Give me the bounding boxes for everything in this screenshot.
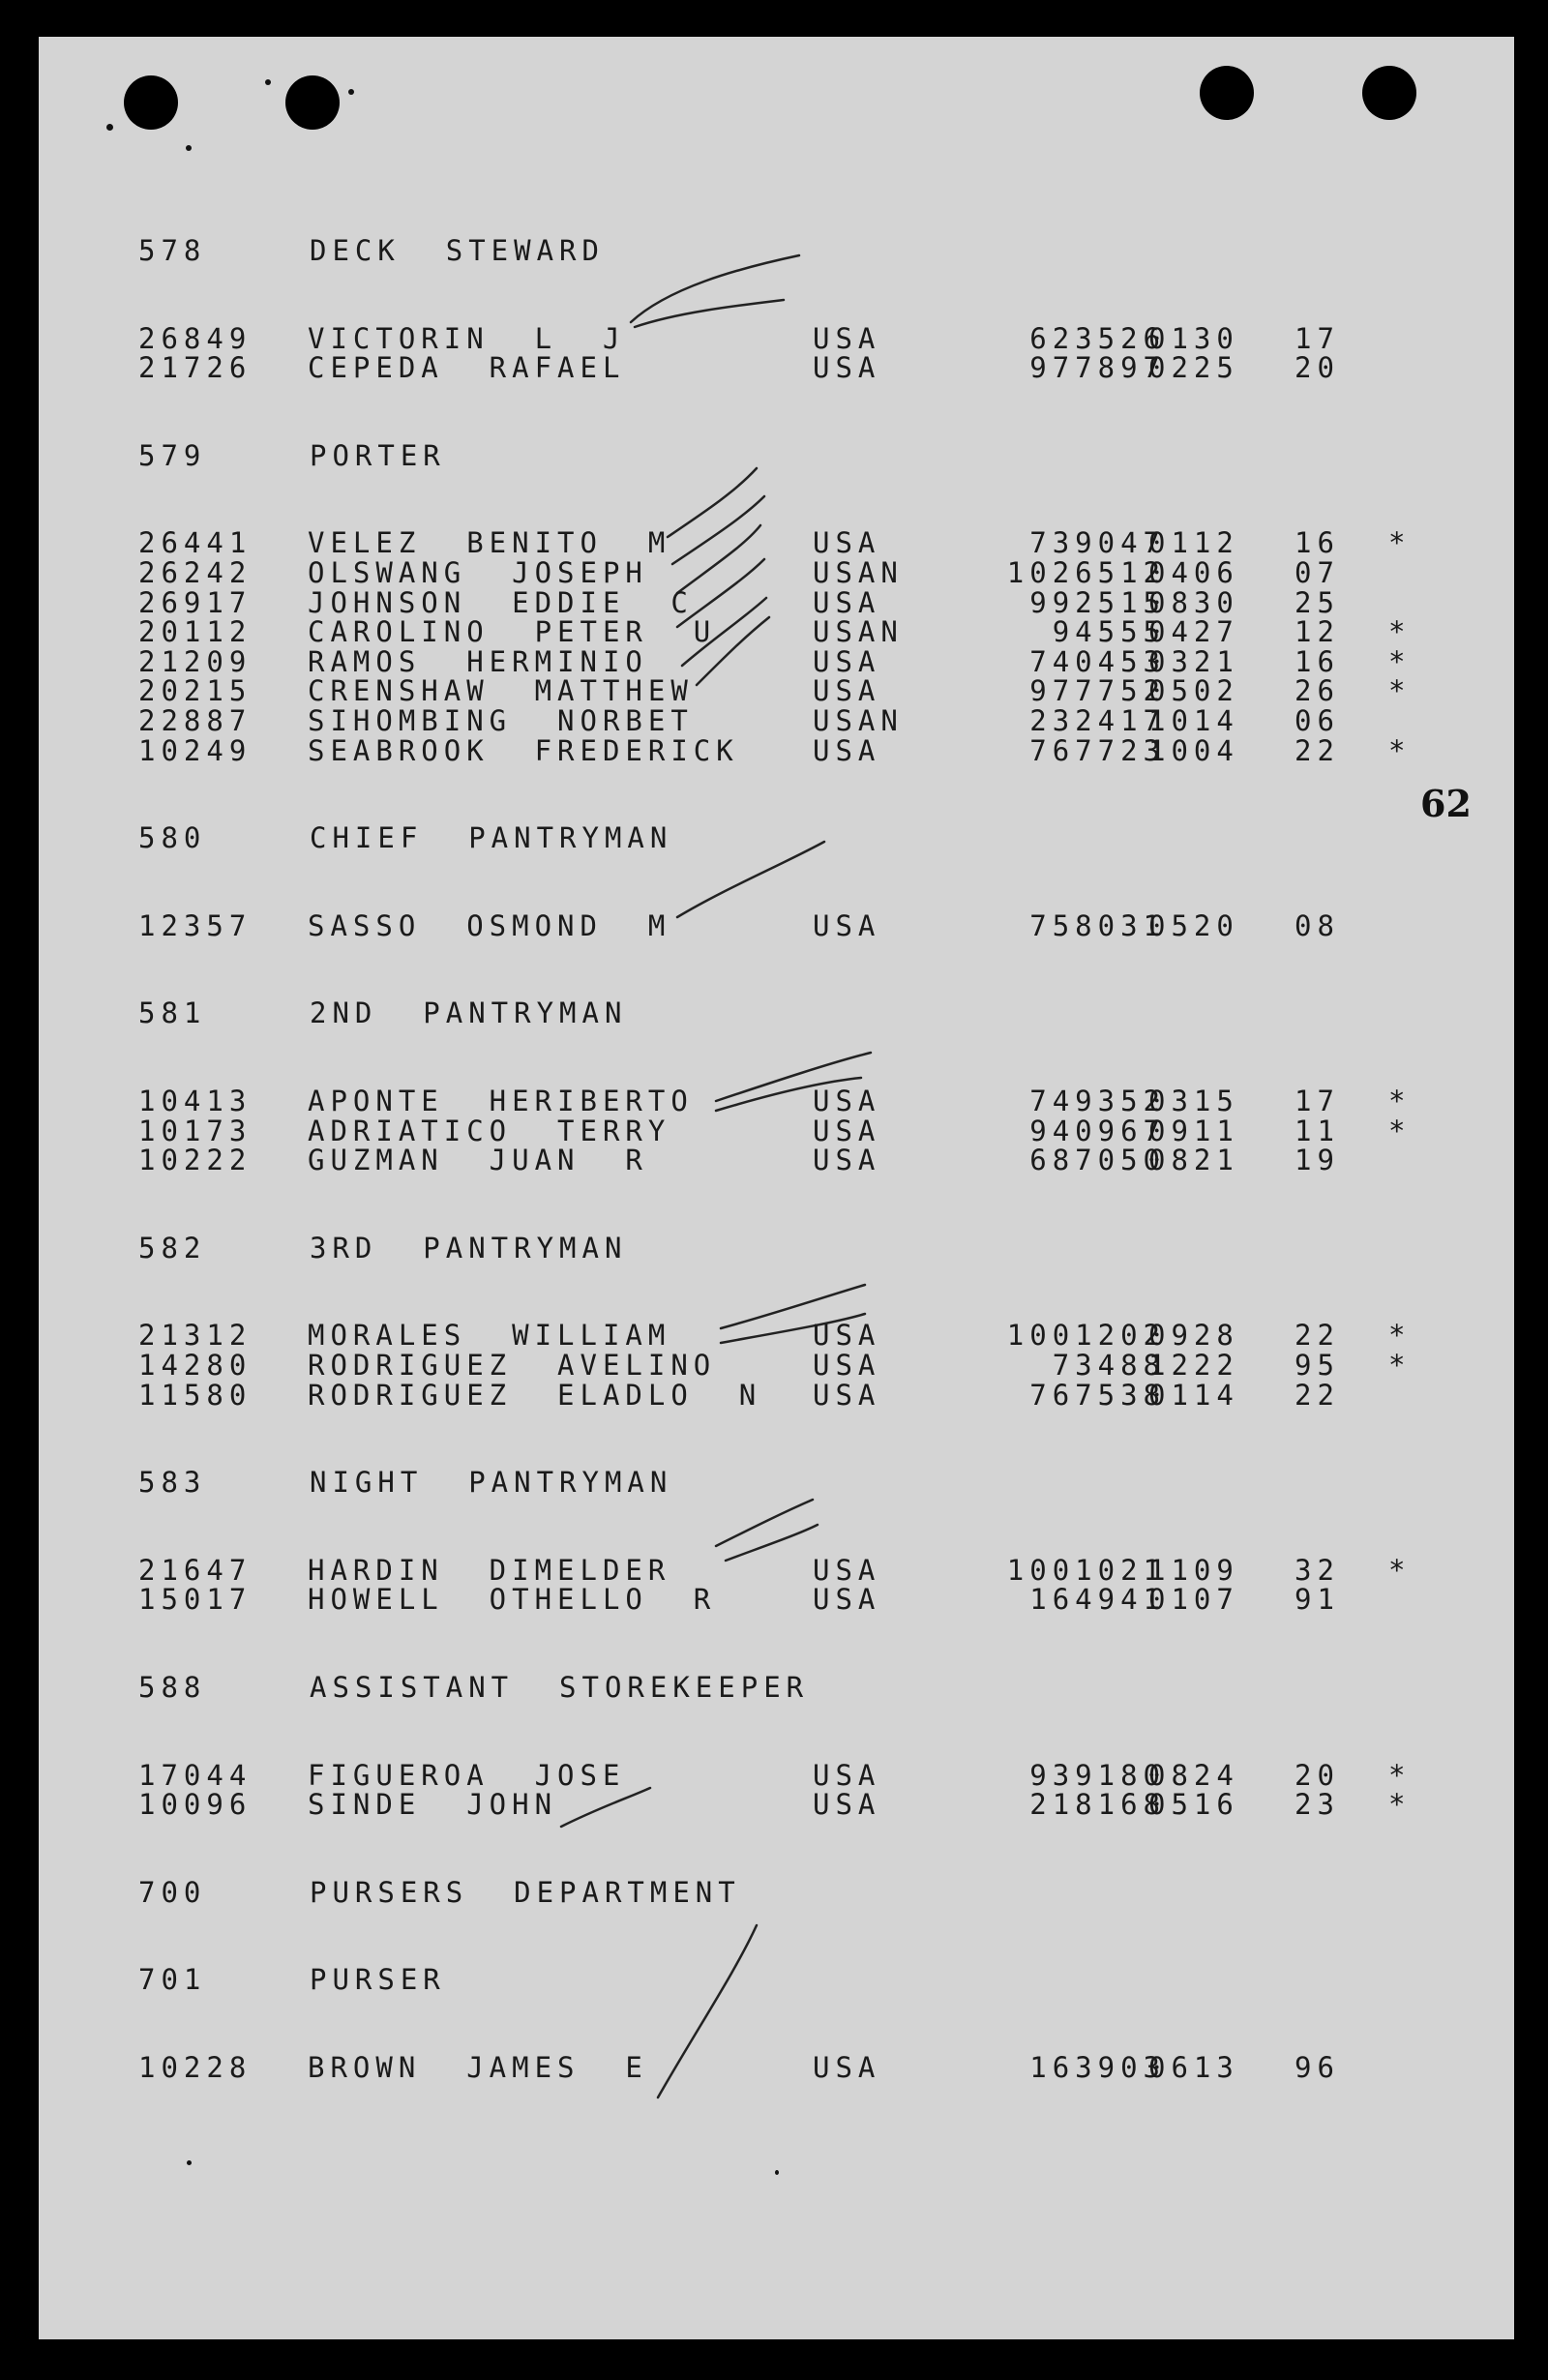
crew-name: VICTORIN L J — [308, 321, 626, 355]
citizenship: USAN — [813, 615, 904, 649]
date-code: 0315 — [1148, 1085, 1239, 1117]
rating-title: DECK STEWARD — [310, 234, 605, 267]
crew-name: RAMOS HERMINIO — [308, 644, 648, 678]
date-code: 0502 — [1148, 674, 1239, 708]
crew-number: 26917 — [138, 585, 253, 619]
crew-name: SINDE JOHN — [308, 1788, 558, 1822]
rating-code: 580 — [138, 821, 207, 855]
rating-code: 579 — [138, 438, 207, 472]
year-code: 16 — [1295, 526, 1340, 560]
ink-speck — [348, 89, 354, 95]
year-code: 32 — [1295, 1553, 1340, 1587]
year-code: 17 — [1295, 1085, 1340, 1117]
document-number: 687050 — [1029, 1144, 1166, 1177]
ink-speck — [265, 79, 271, 85]
citizenship: USA — [813, 321, 881, 355]
document-number: 992515 — [1029, 585, 1166, 619]
document-number: 623526 — [1029, 321, 1166, 355]
date-code: 0830 — [1148, 585, 1239, 619]
document-number: 767723 — [1029, 733, 1166, 767]
rating-title: PURSER — [310, 1963, 446, 1997]
year-code: 96 — [1295, 2051, 1340, 2084]
citizenship: USA — [813, 526, 881, 560]
citizenship: USA — [813, 1378, 881, 1412]
year-code: 07 — [1295, 556, 1340, 589]
citizenship: USA — [813, 1583, 881, 1617]
date-code: 0824 — [1148, 1758, 1239, 1792]
ink-speck — [106, 124, 113, 131]
ink-speck — [775, 2170, 779, 2175]
asterisk-mark: * — [1388, 644, 1412, 678]
rating-title: 3RD PANTRYMAN — [310, 1231, 628, 1264]
crew-number: 10228 — [138, 2051, 253, 2084]
year-code: 22 — [1295, 1378, 1340, 1412]
rating-code: 701 — [138, 1963, 207, 1997]
citizenship: USAN — [813, 556, 904, 589]
document-number: 163903 — [1029, 2051, 1166, 2084]
ink-speck — [186, 145, 192, 151]
crew-number: 10173 — [138, 1114, 253, 1147]
rating-code: 700 — [138, 1875, 207, 1909]
document-number: 940967 — [1029, 1114, 1166, 1147]
document-number: 1001021 — [1006, 1553, 1166, 1587]
citizenship: USA — [813, 351, 881, 385]
handwritten-check-marks — [39, 37, 1514, 2339]
citizenship: USA — [813, 1114, 881, 1147]
crew-number: 10222 — [138, 1144, 253, 1177]
year-code: 25 — [1295, 585, 1340, 619]
crew-number: 10249 — [138, 733, 253, 767]
crew-name: RODRIGUEZ AVELINO — [308, 1349, 717, 1382]
manifest-page — [39, 37, 1514, 2339]
document-number: 739047 — [1029, 526, 1166, 560]
date-code: 1109 — [1148, 1553, 1239, 1587]
document-number: 1001202 — [1006, 1319, 1166, 1353]
document-number: 94555 — [1052, 615, 1166, 649]
crew-number: 10096 — [138, 1788, 253, 1822]
date-code: 0406 — [1148, 556, 1239, 589]
date-code: 0516 — [1148, 1788, 1239, 1822]
crew-name: MORALES WILLIAM — [308, 1319, 671, 1353]
crew-number: 26242 — [138, 556, 253, 589]
crew-name: GUZMAN JUAN R — [308, 1144, 648, 1177]
crew-number: 21726 — [138, 351, 253, 385]
crew-name: HOWELL OTHELLO R — [308, 1583, 717, 1617]
crew-name: RODRIGUEZ ELADLO N — [308, 1378, 762, 1412]
rating-code: 582 — [138, 1231, 207, 1264]
rating-code: 583 — [138, 1466, 207, 1500]
crew-name: CAROLINO PETER U — [308, 615, 717, 649]
document-number: 232417 — [1029, 704, 1166, 737]
asterisk-mark: * — [1388, 1758, 1412, 1792]
asterisk-mark: * — [1388, 1788, 1412, 1822]
document-number: 164941 — [1029, 1583, 1166, 1617]
document-number: 73488 — [1052, 1349, 1166, 1382]
asterisk-mark: * — [1388, 1319, 1412, 1353]
punch-hole — [124, 75, 178, 130]
document-number: 1026512 — [1006, 556, 1166, 589]
crew-number: 22887 — [138, 704, 253, 737]
date-code: 0613 — [1148, 2051, 1239, 2084]
year-code: 17 — [1295, 321, 1340, 355]
crew-name: CRENSHAW MATTHEW — [308, 674, 694, 708]
punch-hole — [1200, 66, 1254, 120]
date-code: 0225 — [1148, 351, 1239, 385]
crew-number: 21209 — [138, 644, 253, 678]
asterisk-mark: * — [1388, 615, 1412, 649]
date-code: 0427 — [1148, 615, 1239, 649]
punch-hole — [285, 75, 340, 130]
rating-title: PURSERS DEPARTMENT — [310, 1875, 741, 1909]
citizenship: USA — [813, 1144, 881, 1177]
year-code: 26 — [1295, 674, 1340, 708]
citizenship: USA — [813, 1319, 881, 1353]
asterisk-mark: * — [1388, 1085, 1412, 1117]
date-code: 0114 — [1148, 1378, 1239, 1412]
citizenship: USA — [813, 1349, 881, 1382]
citizenship: USAN — [813, 704, 904, 737]
citizenship: USA — [813, 908, 881, 942]
year-code: 20 — [1295, 351, 1340, 385]
document-number: 758031 — [1029, 908, 1166, 942]
document-number: 740453 — [1029, 644, 1166, 678]
citizenship: USA — [813, 1788, 881, 1822]
year-code: 91 — [1295, 1583, 1340, 1617]
rating-title: PORTER — [310, 438, 446, 472]
crew-number: 20215 — [138, 674, 253, 708]
crew-number: 21647 — [138, 1553, 253, 1587]
citizenship: USA — [813, 733, 881, 767]
date-code: 0130 — [1148, 321, 1239, 355]
rating-title: 2ND PANTRYMAN — [310, 997, 628, 1030]
crew-number: 12357 — [138, 908, 253, 942]
crew-number: 15017 — [138, 1583, 253, 1617]
year-code: 11 — [1295, 1114, 1340, 1147]
crew-name: APONTE HERIBERTO — [308, 1085, 694, 1117]
citizenship: USA — [813, 1553, 881, 1587]
asterisk-mark: * — [1388, 1114, 1412, 1147]
crew-name: SEABROOK FREDERICK — [308, 733, 739, 767]
year-code: 16 — [1295, 644, 1340, 678]
rating-title: NIGHT PANTRYMAN — [310, 1466, 673, 1500]
crew-number: 20112 — [138, 615, 253, 649]
document-number: 767538 — [1029, 1378, 1166, 1412]
citizenship: USA — [813, 1758, 881, 1792]
crew-name: BROWN JAMES E — [308, 2051, 648, 2084]
crew-name: SIHOMBING NORBET — [308, 704, 694, 737]
rating-title: CHIEF PANTRYMAN — [310, 821, 673, 855]
citizenship: USA — [813, 2051, 881, 2084]
citizenship: USA — [813, 1085, 881, 1117]
crew-name: HARDIN DIMELDER — [308, 1553, 671, 1587]
date-code: 0928 — [1148, 1319, 1239, 1353]
asterisk-mark: * — [1388, 674, 1412, 708]
asterisk-mark: * — [1388, 1349, 1412, 1382]
document-number: 977752 — [1029, 674, 1166, 708]
date-code: 1222 — [1148, 1349, 1239, 1382]
crew-number: 26441 — [138, 526, 253, 560]
crew-name: JOHNSON EDDIE C — [308, 585, 694, 619]
asterisk-mark: * — [1388, 733, 1412, 767]
rating-code: 578 — [138, 234, 207, 267]
punch-hole — [1362, 66, 1416, 120]
page-number-stamp: 62 — [1420, 782, 1472, 825]
year-code: 22 — [1295, 1319, 1340, 1353]
date-code: 0520 — [1148, 908, 1239, 942]
crew-name: OLSWANG JOSEPH — [308, 556, 648, 589]
rating-code: 581 — [138, 997, 207, 1030]
crew-number: 17044 — [138, 1758, 253, 1792]
date-code: 0321 — [1148, 644, 1239, 678]
year-code: 06 — [1295, 704, 1340, 737]
year-code: 23 — [1295, 1788, 1340, 1822]
date-code: 0911 — [1148, 1114, 1239, 1147]
year-code: 20 — [1295, 1758, 1340, 1792]
date-code: 0112 — [1148, 526, 1239, 560]
crew-name: ADRIATICO TERRY — [308, 1114, 671, 1147]
crew-name: VELEZ BENITO M — [308, 526, 671, 560]
rating-title: ASSISTANT STOREKEEPER — [310, 1671, 810, 1704]
date-code: 1014 — [1148, 704, 1239, 737]
year-code: 95 — [1295, 1349, 1340, 1382]
asterisk-mark: * — [1388, 1553, 1412, 1587]
document-number: 218168 — [1029, 1788, 1166, 1822]
crew-name: FIGUEROA JOSE — [308, 1758, 626, 1792]
crew-name: SASSO OSMOND M — [308, 908, 671, 942]
crew-number: 10413 — [138, 1085, 253, 1117]
date-code: 0107 — [1148, 1583, 1239, 1617]
year-code: 12 — [1295, 615, 1340, 649]
citizenship: USA — [813, 585, 881, 619]
year-code: 22 — [1295, 733, 1340, 767]
crew-number: 14280 — [138, 1349, 253, 1382]
citizenship: USA — [813, 644, 881, 678]
year-code: 19 — [1295, 1144, 1340, 1177]
crew-number: 21312 — [138, 1319, 253, 1353]
crew-number: 26849 — [138, 321, 253, 355]
crew-name: CEPEDA RAFAEL — [308, 351, 626, 385]
citizenship: USA — [813, 674, 881, 708]
crew-number: 11580 — [138, 1378, 253, 1412]
document-number: 939180 — [1029, 1758, 1166, 1792]
year-code: 08 — [1295, 908, 1340, 942]
document-number: 977897 — [1029, 351, 1166, 385]
ink-speck — [187, 2160, 192, 2165]
rating-code: 588 — [138, 1671, 207, 1704]
document-number: 749352 — [1029, 1085, 1166, 1117]
date-code: 1004 — [1148, 733, 1239, 767]
asterisk-mark: * — [1388, 526, 1412, 560]
date-code: 0821 — [1148, 1144, 1239, 1177]
